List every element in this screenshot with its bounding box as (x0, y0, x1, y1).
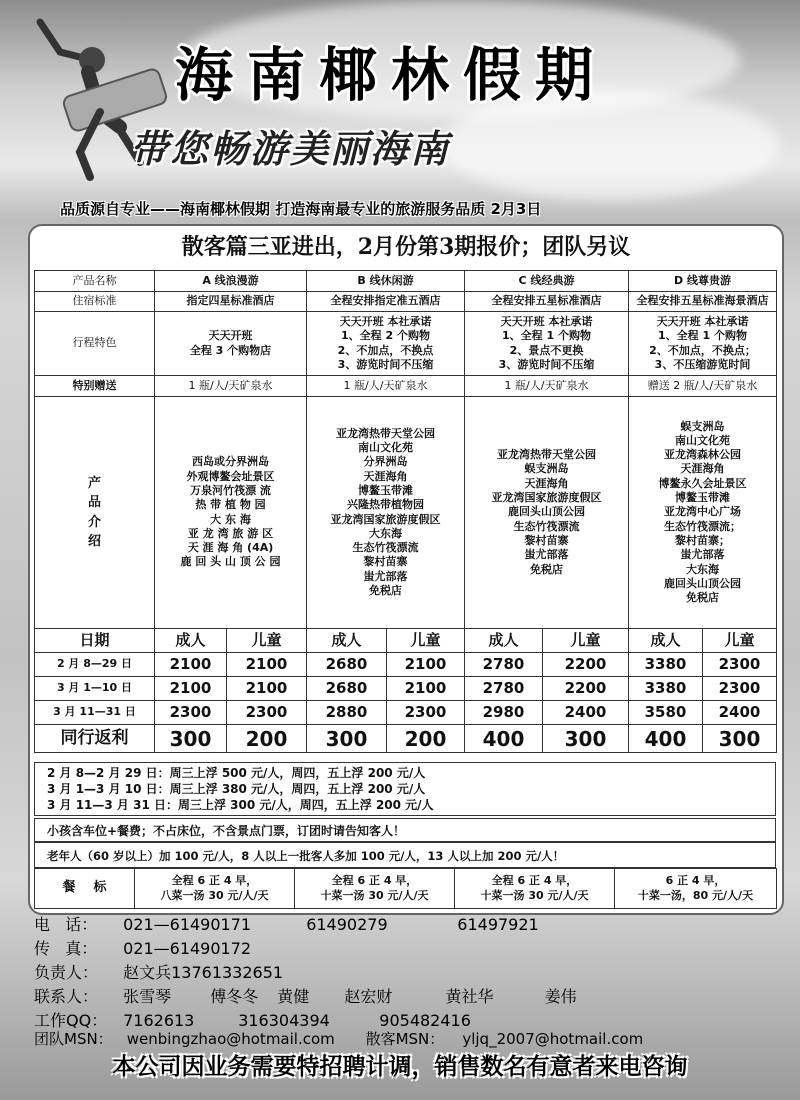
msn-line (34, 1028, 643, 1049)
rebate-cell: 300 (307, 725, 387, 753)
gift-cell: 1 瓶/人/天矿泉水 (465, 376, 629, 397)
intro-label: 产品介绍 (35, 397, 155, 629)
meal-cell: 全程 6 正 4 早， 十菜一汤 30 元/人/天 (295, 869, 455, 909)
hotel-standard: 全程安排五星标准酒店 (465, 292, 629, 312)
slogan: 品质源自专业——海南椰林假期 打造海南最专业的旅游服务品质 2月3日 (60, 200, 542, 218)
rebate-cell: 300 (155, 725, 227, 753)
price-cell: 2100 (227, 653, 307, 677)
price-cell: 2980 (465, 701, 543, 725)
gift-cell: 赠送 2 瓶/人/天矿泉水 (629, 376, 777, 397)
product-name: D 线尊贵游 (629, 271, 777, 292)
price-cell: 2100 (387, 653, 465, 677)
retail-msn-label: 散客MSN： (365, 1030, 445, 1048)
qq-number: 7162613 (123, 1011, 195, 1030)
price-date: 2 月 8—29 日 (35, 653, 155, 677)
hotel-row (35, 292, 777, 312)
phone-line (34, 912, 539, 935)
contact-person: 赵宏财 (344, 987, 393, 1006)
meal-table (34, 868, 777, 909)
elder-note: 老年人（60 岁以上）加 100 元/人，8 人以上一批客人多加 100 元/人，13 人以上加 200 元/人！ (34, 842, 776, 868)
price-cell: 2880 (307, 701, 387, 725)
qq-number: 316304394 (238, 1011, 330, 1030)
phone-number: 61497921 (457, 915, 539, 934)
contact-person: 黄社华 (445, 987, 494, 1006)
manager-value: 赵文兵13761332651 (123, 963, 284, 982)
price-cell: 2400 (703, 701, 777, 725)
price-date: 3 月 11—31 日 (35, 701, 155, 725)
feature-cell: 天天开班 全程 3 个购物店 (155, 312, 307, 376)
retail-msn: yljq_2007@hotmail.com (462, 1030, 644, 1048)
price-panel (28, 224, 784, 915)
price-cell: 3380 (629, 653, 703, 677)
surcharge-line: 3 月 1—3 月 10 日：周三上浮 380 元/人，周四，五上浮 200 元/人 (47, 782, 426, 796)
contact-person: 傅冬冬 (210, 987, 259, 1006)
feature-row (35, 312, 777, 376)
price-cell: 2300 (227, 701, 307, 725)
fax-number: 021—61490172 (123, 939, 252, 958)
price-cell: 2780 (465, 677, 543, 701)
price-cell: 3580 (629, 701, 703, 725)
rebate-cell: 300 (543, 725, 629, 753)
meal-row (35, 869, 777, 909)
meal-cell: 全程 6 正 4 早， 八菜一汤 30 元/人/天 (135, 869, 295, 909)
product-name: C 线经典游 (465, 271, 629, 292)
price-cell: 2100 (155, 677, 227, 701)
price-cell: 2200 (543, 677, 629, 701)
adult-label: 成人 (629, 629, 703, 653)
child-note: 小孩含车位+餐费；不占床位，不含景点门票，订团时请告知客人！ (34, 818, 776, 842)
price-header-row (35, 629, 777, 653)
subtitle: 带您畅游美丽海南 (130, 126, 451, 171)
hotel-standard: 全程安排五星标准海景酒店 (629, 292, 777, 312)
price-row (35, 677, 777, 701)
price-cell: 2300 (703, 653, 777, 677)
meal-label: 餐 标 (35, 869, 135, 909)
rebate-cell: 400 (465, 725, 543, 753)
price-row (35, 653, 777, 677)
meal-cell: 6 正 4 早， 十菜一汤，80 元/人/天 (615, 869, 777, 909)
hotel-standard: 全程安排指定准五酒店 (307, 292, 465, 312)
panel-title: 散客篇三亚进出，2月份第3期报价；团队另议 (181, 234, 631, 260)
price-cell: 2100 (227, 677, 307, 701)
meal-cell: 全程 6 正 4 早， 十菜一汤 30 元/人/天 (455, 869, 615, 909)
feature-cell: 天天开班 本社承诺 1、全程 1 个购物 2、景点不更换 3、游览时间不压缩 (465, 312, 629, 376)
gift-cell: 1 瓶/人/天矿泉水 (155, 376, 307, 397)
rebate-cell: 200 (227, 725, 307, 753)
gift-label: 特别赠送 (35, 376, 155, 397)
contact-person: 张雪琴 (123, 987, 172, 1006)
rebate-cell: 200 (387, 725, 465, 753)
adult-label: 成人 (307, 629, 387, 653)
intro-cell: 西岛或分界洲岛 外观博鳌会址景区 万泉河竹筏漂 流 热 带 植 物 园 大 东 海 亚 龙 湾 旅 游 区 天 涯 海 角 (4A) 鹿 回 头 山 顶 公 园 (155, 397, 307, 629)
price-row (35, 701, 777, 725)
price-cell: 2200 (543, 653, 629, 677)
surcharge-line: 2 月 8—2 月 29 日：周三上浮 500 元/人，周四，五上浮 200 元/人 (47, 766, 426, 780)
team-msn-label: 团队MSN： (34, 1030, 113, 1048)
hotel-label: 住宿标准 (35, 292, 155, 312)
child-label: 儿童 (543, 629, 629, 653)
contacts-label: 联系人： (34, 987, 99, 1006)
intro-cell: 亚龙湾热带天堂公园 南山文化苑 分界洲岛 天涯海角 博鳌玉带滩 兴隆热带植物园 亚龙湾国家旅游度假区 大东海 生态竹筏漂流 黎村苗寨 蚩尤部落 免税店 (307, 397, 465, 629)
price-cell: 2680 (307, 653, 387, 677)
price-table (34, 270, 777, 753)
header (0, 0, 800, 230)
price-cell: 2100 (155, 653, 227, 677)
intro-row (35, 397, 777, 629)
surcharge-line: 3 月 11—3 月 31 日：周三上浮 300 元/人，周四，五上浮 200 元/人 (47, 798, 434, 812)
contacts-line (34, 984, 577, 1007)
product-name: B 线休闲游 (307, 271, 465, 292)
gift-row (35, 376, 777, 397)
price-cell: 2300 (387, 701, 465, 725)
price-cell: 2300 (155, 701, 227, 725)
child-label: 儿童 (227, 629, 307, 653)
phone-number: 61490279 (306, 915, 388, 934)
hotel-standard: 指定四星标准酒店 (155, 292, 307, 312)
feature-cell: 天天开班 本社承诺 1、全程 2 个购物 2、不加点，不换点 3、游览时间不压缩 (307, 312, 465, 376)
child-label: 儿童 (387, 629, 465, 653)
rebate-label: 同行返利 (35, 725, 155, 753)
product-label: 产品名称 (35, 271, 155, 292)
price-cell: 2100 (387, 677, 465, 701)
gift-cell: 1 瓶/人/天矿泉水 (307, 376, 465, 397)
adult-label: 成人 (465, 629, 543, 653)
feature-label: 行程特色 (35, 312, 155, 376)
product-name: A 线浪漫游 (155, 271, 307, 292)
intro-cell: 亚龙湾热带天堂公园 蜈支洲岛 天涯海角 亚龙湾国家旅游度假区 鹿回头山顶公园 生态竹筏漂流 黎村苗寨 蚩尤部落 免税店 (465, 397, 629, 629)
manager-line (34, 960, 283, 983)
phone-number: 021—61490171 (123, 915, 252, 934)
product-row (35, 271, 777, 292)
manager-label: 负责人： (34, 963, 99, 982)
team-msn: wenbingzhao@hotmail.com (126, 1030, 335, 1048)
fax-label: 传 真： (34, 939, 98, 958)
qq-number: 905482416 (379, 1011, 471, 1030)
price-cell: 2780 (465, 653, 543, 677)
contact-person: 黄健 (277, 987, 310, 1006)
rebate-cell: 300 (703, 725, 777, 753)
surcharge-box (34, 762, 776, 816)
price-cell: 2300 (703, 677, 777, 701)
recruitment-footer: 本公司因业务需要特招聘计调，销售数名有意者来电咨询 (112, 1053, 688, 1080)
feature-cell: 天天开班 本社承诺 1、全程 1 个购物 2、不加点，不换点； 3、不压缩游览时间 (629, 312, 777, 376)
rebate-row (35, 725, 777, 753)
price-cell: 3380 (629, 677, 703, 701)
price-date: 3 月 1—10 日 (35, 677, 155, 701)
adult-label: 成人 (155, 629, 227, 653)
contact-person: 姜伟 (544, 987, 577, 1006)
price-cell: 2400 (543, 701, 629, 725)
company-title: 海南椰林假期 (175, 41, 608, 109)
qq-label: 工作QQ： (34, 1011, 108, 1030)
phone-label: 电 话： (34, 915, 98, 934)
child-label: 儿童 (703, 629, 777, 653)
price-cell: 2680 (307, 677, 387, 701)
fax-line (34, 936, 251, 959)
date-label: 日期 (35, 629, 155, 653)
intro-cell: 蜈支洲岛 南山文化苑 亚龙湾森林公园 天涯海角 博鳌永久会址景区 博鳌玉带滩 亚龙湾中心广场 生态竹筏漂流； 黎村苗寨； 蚩尤部落 大东海 鹿回头山顶公园 免税店 (629, 397, 777, 629)
rebate-cell: 400 (629, 725, 703, 753)
